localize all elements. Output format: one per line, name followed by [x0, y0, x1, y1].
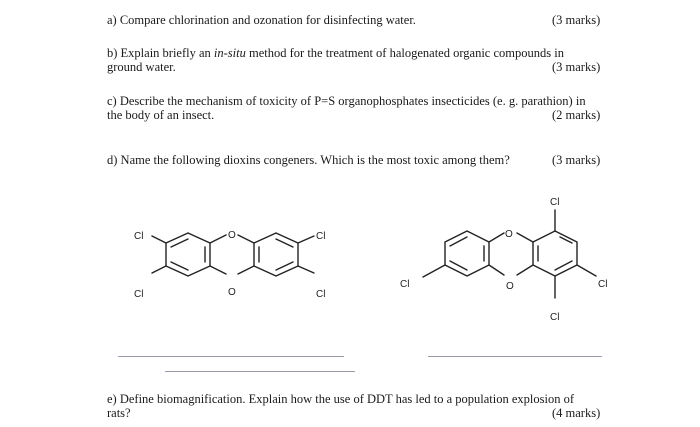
question-b-insitu: in-situ — [213, 46, 246, 60]
left-cl-bottom-left-label: Cl — [134, 289, 144, 300]
question-b-line1-post: method for the treatment of halogenated organic compounds in — [245, 46, 564, 60]
question-e-marks: (4 marks) — [552, 406, 601, 420]
left-oxygen-top-label: O — [228, 230, 236, 241]
right-bond-o2a — [489, 265, 504, 275]
question-d-marks: (3 marks) — [552, 153, 601, 167]
right-cl-bond-left — [423, 265, 445, 277]
left-bond-o1b — [238, 235, 254, 243]
right-cl-top-label: Cl — [550, 197, 560, 208]
right-oxygen-bottom-label: O — [506, 281, 514, 292]
right-cl-left-label: Cl — [400, 279, 410, 290]
left-cl-bond-bl — [152, 266, 166, 273]
right-cl-right-label: Cl — [598, 279, 608, 290]
question-b-line2: ground water. — [107, 60, 176, 74]
left-cl-bond-br — [298, 266, 314, 273]
left-oxygen-bottom-label: O — [228, 287, 236, 298]
left-bond-o2a — [210, 266, 226, 274]
question-a-text: a) Compare chlorination and ozonation for disinfecting water. — [107, 13, 416, 27]
left-cl-top-right-label: Cl — [316, 231, 326, 242]
question-c-marks: (2 marks) — [552, 108, 601, 122]
right-oxygen-top-label: O — [505, 229, 513, 240]
left-bond-o1a — [210, 235, 226, 243]
answer-line-left-2[interactable] — [165, 371, 355, 372]
left-cl-bottom-right-label: Cl — [316, 289, 326, 300]
question-e-line2: rats? — [107, 406, 131, 420]
question-c-line1: c) Describe the mechanism of toxicity of P=S organophosphates insecticides (e. g. parathion) in — [107, 94, 586, 108]
right-bond-o1a — [489, 233, 504, 242]
left-bond-o2b — [238, 266, 254, 274]
question-d-text: d) Name the following dioxins congeners. Which is the most toxic among them? — [107, 153, 510, 167]
question-a-marks: (3 marks) — [552, 13, 601, 27]
right-cl-bond-right — [577, 265, 596, 276]
left-cl-bond-tl — [152, 236, 166, 243]
right-bond-o2b — [517, 265, 533, 275]
answer-line-right[interactable] — [428, 356, 602, 357]
question-b-line1-pre: b) Explain briefly an — [107, 46, 214, 60]
right-bond-o1b — [517, 233, 533, 242]
question-e-line1: e) Define biomagnification. Explain how the use of DDT has led to a population explosion of — [107, 392, 575, 406]
left-cl-top-left-label: Cl — [134, 231, 144, 242]
right-cl-bottom-label: Cl — [550, 312, 560, 323]
left-cl-bond-tr — [298, 236, 314, 243]
answer-line-left[interactable] — [118, 356, 344, 357]
question-c-line2: the body of an insect. — [107, 108, 215, 122]
question-b-marks: (3 marks) — [552, 60, 601, 74]
